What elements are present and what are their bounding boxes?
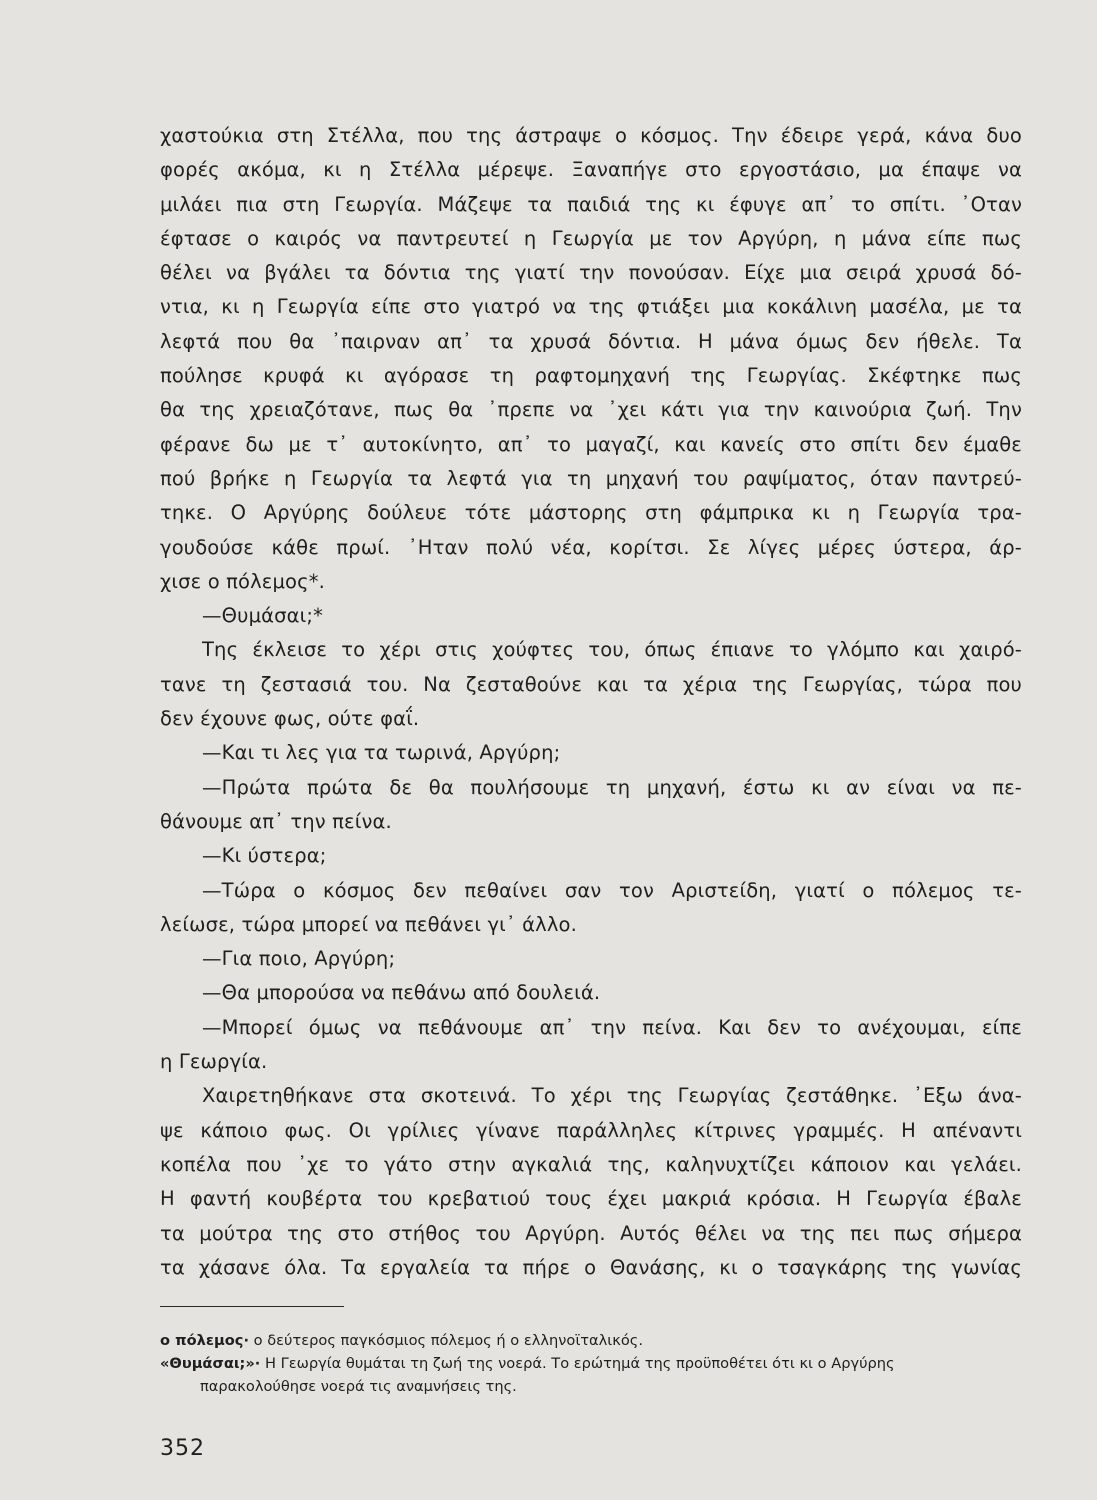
text-line: φορές ακόμα, κι η Στέλλα μέρεψε. Ξαναπήγε στο εργοστάσιο, μα έπαψε να xyxy=(160,158,1022,182)
text-line: χαστούκια στη Στέλλα, που της άστραψε ο κόσμος. Την έδειρε γερά, κάνα δυο xyxy=(160,124,1022,147)
text-line: χισε ο πόλεμος*. xyxy=(160,569,325,593)
text-line: ντια, κι η Γεωργία είπε στο γιατρό να της φτιάξει μια κοκάλινη μασέλα, με τα xyxy=(160,295,1022,319)
text-line: τα μούτρα της στο στήθος του Αργύρη. Αυτός θέλει να της πει πως σήμερα xyxy=(160,1221,1022,1245)
paragraph-start-line: Χαιρετηθήκανε στα σκοτεινά. Το χέρι της Γεωργίας ζεστάθηκε. ᾽Εξω άνα- xyxy=(202,1084,1022,1108)
text-line: ψε κάποιο φως. Οι γρίλιες γίνανε παράλληλες κίτρινες γραμμές. Η απέναντι xyxy=(160,1118,1022,1142)
footnote-term: ο πόλεμος· xyxy=(160,1332,249,1349)
dialogue-line: —Τώρα ο κόσμος δεν πεθαίνει σαν τον Αριστείδη, γιατί ο πόλεμος τε- xyxy=(202,878,1022,902)
dialogue-line: —Και τι λες για τα τωρινά, Αργύρη; xyxy=(202,741,561,765)
text-line: Η φαντή κουβέρτα του κρεβατιού τους έχει μακριά κρόσια. Η Γεωργία έβαλε xyxy=(160,1187,1022,1211)
text-line: κοπέλα που ᾽χε το γάτο στην αγκαλιά της, καληνυχτίζει κάποιον και γελάει. xyxy=(160,1152,1022,1176)
body-text xyxy=(160,119,1022,1285)
text-line: θάνουμε απ᾽ την πείνα. xyxy=(160,809,392,833)
footnote xyxy=(160,1329,1020,1352)
footnote xyxy=(160,1352,1020,1375)
text-line: η Γεωργία. xyxy=(160,1050,268,1074)
text-line: δεν έχουνε φως, ούτε φαΐ. xyxy=(160,707,420,731)
text-line: τανε τη ζεστασιά του. Να ζεσταθούνε και τα χέρια της Γεωργίας, τώρα που xyxy=(160,672,1022,696)
dialogue-line: —Κι ύστερα; xyxy=(202,844,327,868)
footnote-term: «Θυμάσαι;»· xyxy=(160,1355,261,1372)
text-line: θα της χρειαζότανε, πως θα ᾽πρεπε να ᾽χει κάτι για την καινούρια ζωή. Την xyxy=(160,398,1022,422)
dialogue-line: —Μπορεί όμως να πεθάνουμε απ᾽ την πείνα. Και δεν το ανέχουμαι, είπε xyxy=(202,1015,1022,1039)
text-line: τα χάσανε όλα. Τα εργαλεία τα πήρε ο Θανάσης, κι ο τσαγκάρης της γωνίας xyxy=(160,1255,1022,1279)
text-line: τηκε. Ο Αργύρης δούλευε τότε μάστορης στη φάμπρικα κι η Γεωργία τρα- xyxy=(160,501,1022,525)
text-line: γουδούσε κάθε πρωί. ᾽Ηταν πολύ νέα, κορίτσι. Σε λίγες μέρες ύστερα, άρ- xyxy=(160,535,1022,559)
text-line: λεφτά που θα ᾽παιρναν απ᾽ τα χρυσά δόντια. Η μάνα όμως δεν ήθελε. Τα xyxy=(160,329,1022,353)
footnote-text: ο δεύτερος παγκόσμιος πόλεμος ή ο ελληνοϊταλικός. xyxy=(253,1332,643,1349)
dialogue-line: —Θα μπορούσα να πεθάνω από δουλειά. xyxy=(202,981,601,1005)
text-line: λείωσε, τώρα μπορεί να πεθάνει γι᾽ άλλο. xyxy=(160,912,577,936)
footnote-divider xyxy=(160,1306,344,1307)
paragraph-start-line: Της έκλεισε το χέρι στις χούφτες του, όπως έπιανε το γλόμπο και χαιρό- xyxy=(202,638,1022,662)
dialogue-line: —Θυμάσαι;* xyxy=(202,604,324,628)
footnote-text: Η Γεωργία θυμάται τη ζωή της νοερά. Το ερώτημά της προϋποθέτει ότι κι ο Αργύρης xyxy=(264,1355,895,1372)
text-line: πού βρήκε η Γεωργία τα λεφτά για τη μηχανή του ραψίματος, όταν παντρεύ- xyxy=(160,466,1022,490)
text-line: μιλάει πια στη Γεωργία. Μάζεψε τα παιδιά της κι έφυγε απ᾽ το σπίτι. ᾽Οταν xyxy=(160,192,1022,216)
footnotes xyxy=(160,1329,1020,1398)
footnote-continuation: παρακολούθησε νοερά τις αναμνήσεις της. xyxy=(200,1378,517,1395)
text-line: πούλησε κρυφά κι αγόρασε τη ραφτομηχανή της Γεωργίας. Σκέφτηκε πως xyxy=(160,364,1022,388)
dialogue-line: —Για ποιο, Αργύρη; xyxy=(202,947,396,971)
text-line: φέρανε δω με τ᾽ αυτοκίνητο, απ᾽ το μαγαζί, και κανείς στο σπίτι δεν έμαθε xyxy=(160,432,1022,456)
page-number: 352 xyxy=(160,1436,205,1461)
dialogue-line: —Πρώτα πρώτα δε θα πουλήσουμε τη μηχανή, έστω κι αν είναι να πε- xyxy=(202,775,1022,799)
text-line: θέλει να βγάλει τα δόντια της γιατί την πονούσαν. Είχε μια σειρά χρυσά δό- xyxy=(160,261,1022,285)
text-line: έφτασε ο καιρός να παντρευτεί η Γεωργία με τον Αργύρη, η μάνα είπε πως xyxy=(160,226,1022,250)
